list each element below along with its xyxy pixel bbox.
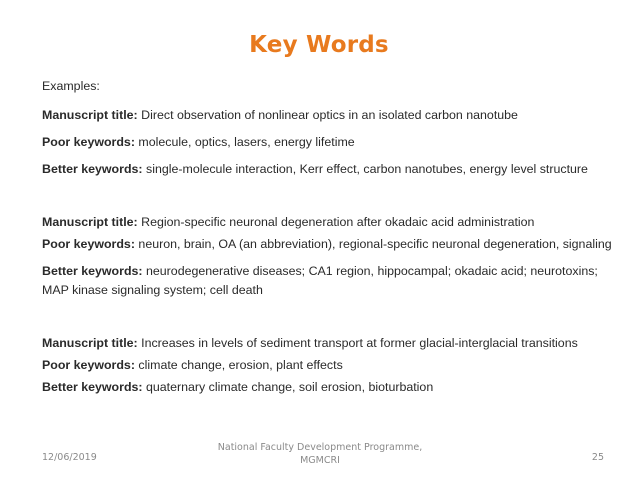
poor-keywords-label: Poor keywords: <box>42 358 135 372</box>
example-2-better-line <box>42 262 622 300</box>
example-1-better-line <box>42 160 622 179</box>
manuscript-title-label: Manuscript title: <box>42 215 138 229</box>
better-keywords-label: Better keywords: <box>42 264 143 278</box>
manuscript-title-text: Direct observation of nonlinear optics in an isolated carbon nanotube <box>141 108 518 122</box>
poor-keywords-text: neuron, brain, OA (an abbreviation), regional-specific neuronal degeneration, signaling <box>138 237 612 251</box>
better-keywords-text: neurodegenerative diseases; CA1 region, hippocampal; okadaic acid; neurotoxins; MAP kinase signaling system; cell death <box>42 264 598 297</box>
example-1-manuscript-line <box>42 106 622 125</box>
better-keywords-label: Better keywords: <box>42 380 143 394</box>
manuscript-title-label: Manuscript title: <box>42 336 138 350</box>
better-keywords-label: Better keywords: <box>42 162 143 176</box>
poor-keywords-text: molecule, optics, lasers, energy lifetime <box>138 135 355 149</box>
footer-date: 12/06/2019 <box>42 452 97 463</box>
footer-programme-line-2: MGMCRI <box>300 455 340 466</box>
examples-content <box>42 77 622 400</box>
footer-programme-line-1: National Faculty Development Programme, <box>217 442 423 453</box>
example-2-manuscript-line <box>42 213 622 232</box>
block-spacer <box>42 187 622 213</box>
block-spacer <box>42 308 622 334</box>
poor-keywords-label: Poor keywords: <box>42 135 135 149</box>
better-keywords-text: single-molecule interaction, Kerr effect, carbon nanotubes, energy level structure <box>146 162 588 176</box>
example-3-better-line <box>42 378 622 397</box>
manuscript-title-label: Manuscript title: <box>42 108 138 122</box>
example-3-poor-line <box>42 356 622 375</box>
example-2-poor-line <box>42 235 622 254</box>
poor-keywords-label: Poor keywords: <box>42 237 135 251</box>
slide-title: Key Words <box>249 32 389 58</box>
footer-page-number: 25 <box>591 452 604 463</box>
example-3-manuscript-line <box>42 334 622 353</box>
footer-programme <box>213 441 427 467</box>
poor-keywords-text: climate change, erosion, plant effects <box>138 358 343 372</box>
manuscript-title-text: Increases in levels of sediment transport at former glacial-interglacial transitions <box>141 336 578 350</box>
better-keywords-text: quaternary climate change, soil erosion, bioturbation <box>146 380 434 394</box>
manuscript-title-text: Region-specific neuronal degeneration after okadaic acid administration <box>141 215 535 229</box>
examples-label: Examples: <box>42 79 100 93</box>
example-1-poor-line <box>42 133 622 152</box>
